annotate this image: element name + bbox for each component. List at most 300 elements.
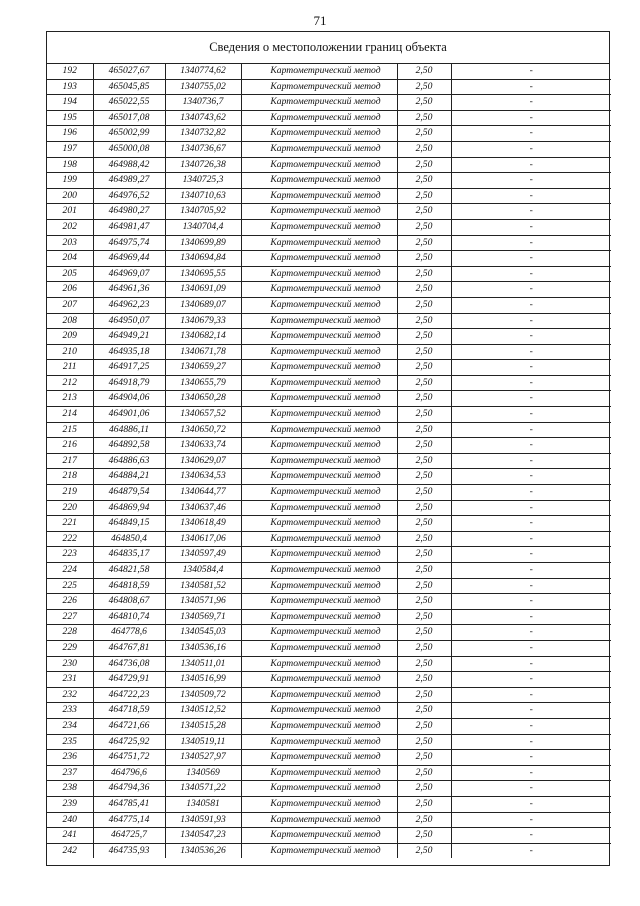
y-coordinate-cell: 1340689,07 [165,297,241,313]
accuracy-cell: 2,50 [397,687,451,703]
method-cell: Картометрический метод [241,375,397,391]
y-coordinate-cell: 1340516,99 [165,672,241,688]
x-coordinate-cell: 464950,07 [93,313,165,329]
x-coordinate-cell: 464778,6 [93,625,165,641]
method-cell: Картометрический метод [241,687,397,703]
accuracy-cell: 2,50 [397,469,451,485]
note-cell: - [451,703,611,719]
y-coordinate-cell: 1340736,7 [165,95,241,111]
accuracy-cell: 2,50 [397,407,451,423]
accuracy-cell: 2,50 [397,672,451,688]
y-coordinate-cell: 1340679,33 [165,313,241,329]
accuracy-cell: 2,50 [397,282,451,298]
accuracy-cell: 2,50 [397,235,451,251]
note-cell: - [451,297,611,313]
point-number-cell: 201 [47,204,93,220]
x-coordinate-cell: 464767,81 [93,640,165,656]
note-cell: - [451,563,611,579]
y-coordinate-cell: 1340569 [165,765,241,781]
note-cell: - [451,173,611,189]
table-row [47,297,611,313]
point-number-cell: 202 [47,219,93,235]
accuracy-cell: 2,50 [397,594,451,610]
table-row [47,485,611,501]
point-number-cell: 228 [47,625,93,641]
note-cell: - [451,516,611,532]
x-coordinate-cell: 464722,23 [93,687,165,703]
table-row [47,126,611,142]
y-coordinate-cell: 1340571,22 [165,781,241,797]
note-cell: - [451,344,611,360]
method-cell: Картометрический метод [241,672,397,688]
table-row [47,469,611,485]
point-number-cell: 235 [47,734,93,750]
note-cell: - [451,765,611,781]
accuracy-cell: 2,50 [397,188,451,204]
method-cell: Картометрический метод [241,79,397,95]
accuracy-cell: 2,50 [397,640,451,656]
table-row [47,453,611,469]
y-coordinate-cell: 1340515,28 [165,718,241,734]
table-row [47,204,611,220]
x-coordinate-cell: 464884,21 [93,469,165,485]
method-cell: Картометрический метод [241,843,397,858]
y-coordinate-cell: 1340545,03 [165,625,241,641]
point-number-cell: 225 [47,578,93,594]
method-cell: Картометрический метод [241,422,397,438]
table-row [47,843,611,858]
note-cell: - [451,95,611,111]
y-coordinate-cell: 1340694,84 [165,251,241,267]
x-coordinate-cell: 464725,92 [93,734,165,750]
table-row [47,672,611,688]
table-row [47,219,611,235]
table-row [47,141,611,157]
y-coordinate-cell: 1340659,27 [165,360,241,376]
point-number-cell: 237 [47,765,93,781]
x-coordinate-cell: 464904,06 [93,391,165,407]
note-cell: - [451,687,611,703]
table-row [47,625,611,641]
note-cell: - [451,718,611,734]
x-coordinate-cell: 464917,25 [93,360,165,376]
table-row [47,64,611,79]
y-coordinate-cell: 1340650,28 [165,391,241,407]
method-cell: Картометрический метод [241,235,397,251]
note-cell: - [451,235,611,251]
point-number-cell: 205 [47,266,93,282]
x-coordinate-cell: 464969,07 [93,266,165,282]
point-number-cell: 230 [47,656,93,672]
note-cell: - [451,219,611,235]
x-coordinate-cell: 465027,67 [93,64,165,79]
x-coordinate-cell: 464949,21 [93,329,165,345]
x-coordinate-cell: 464735,93 [93,843,165,858]
method-cell: Картометрический метод [241,656,397,672]
point-number-cell: 219 [47,485,93,501]
method-cell: Картометрический метод [241,329,397,345]
method-cell: Картометрический метод [241,500,397,516]
y-coordinate-cell: 1340657,52 [165,407,241,423]
method-cell: Картометрический метод [241,469,397,485]
accuracy-cell: 2,50 [397,843,451,858]
x-coordinate-cell: 464962,23 [93,297,165,313]
x-coordinate-cell: 464886,11 [93,422,165,438]
method-cell: Картометрический метод [241,126,397,142]
y-coordinate-cell: 1340671,78 [165,344,241,360]
method-cell: Картометрический метод [241,781,397,797]
note-cell: - [451,796,611,812]
table-row [47,329,611,345]
point-number-cell: 211 [47,360,93,376]
accuracy-cell: 2,50 [397,718,451,734]
point-number-cell: 236 [47,750,93,766]
y-coordinate-cell: 1340569,71 [165,609,241,625]
y-coordinate-cell: 1340682,14 [165,329,241,345]
x-coordinate-cell: 464775,14 [93,812,165,828]
method-cell: Картометрический метод [241,204,397,220]
method-cell: Картометрический метод [241,578,397,594]
y-coordinate-cell: 1340634,53 [165,469,241,485]
point-number-cell: 198 [47,157,93,173]
note-cell: - [451,640,611,656]
y-coordinate-cell: 1340511,01 [165,656,241,672]
accuracy-cell: 2,50 [397,750,451,766]
accuracy-cell: 2,50 [397,391,451,407]
point-number-cell: 231 [47,672,93,688]
method-cell: Картометрический метод [241,609,397,625]
table-row [47,765,611,781]
table-row [47,110,611,126]
table-row [47,563,611,579]
x-coordinate-cell: 464969,44 [93,251,165,267]
note-cell: - [451,391,611,407]
table-row [47,516,611,532]
method-cell: Картометрический метод [241,516,397,532]
x-coordinate-cell: 464810,74 [93,609,165,625]
method-cell: Картометрический метод [241,344,397,360]
note-cell: - [451,500,611,516]
x-coordinate-cell: 464892,58 [93,438,165,454]
point-number-cell: 212 [47,375,93,391]
point-number-cell: 223 [47,547,93,563]
x-coordinate-cell: 464869,94 [93,500,165,516]
accuracy-cell: 2,50 [397,656,451,672]
y-coordinate-cell: 1340705,92 [165,204,241,220]
point-number-cell: 217 [47,453,93,469]
x-coordinate-cell: 464901,06 [93,407,165,423]
table-row [47,79,611,95]
table-row [47,360,611,376]
table-row [47,375,611,391]
y-coordinate-cell: 1340774,62 [165,64,241,79]
accuracy-cell: 2,50 [397,781,451,797]
x-coordinate-cell: 464785,41 [93,796,165,812]
y-coordinate-cell: 1340581 [165,796,241,812]
accuracy-cell: 2,50 [397,500,451,516]
accuracy-cell: 2,50 [397,422,451,438]
note-cell: - [451,453,611,469]
y-coordinate-cell: 1340591,93 [165,812,241,828]
note-cell: - [529,844,533,856]
accuracy-cell: 2,50 [397,95,451,111]
x-coordinate-cell: 464961,36 [93,282,165,298]
accuracy-cell: 2,50 [397,609,451,625]
method-cell: Картометрический метод [241,796,397,812]
note-cell: - [451,157,611,173]
accuracy-cell: 2,50 [397,453,451,469]
x-coordinate-cell: 464850,4 [93,531,165,547]
accuracy-cell: 2,50 [397,812,451,828]
point-number-cell: 208 [47,313,93,329]
table-row [47,734,611,750]
table-row [47,344,611,360]
accuracy-cell: 2,50 [397,266,451,282]
accuracy-cell: 2,50 [397,360,451,376]
point-number-cell: 214 [47,407,93,423]
x-coordinate-cell: 464989,27 [93,173,165,189]
table-row [47,173,611,189]
method-cell: Картометрический метод [241,625,397,641]
table-row [47,750,611,766]
note-cell: - [451,375,611,391]
table-row [47,251,611,267]
point-number-cell: 222 [47,531,93,547]
x-coordinate-cell: 464818,59 [93,578,165,594]
boundary-table-frame [46,31,610,866]
point-number-cell: 232 [47,687,93,703]
table-row [47,391,611,407]
y-coordinate-cell: 1340743,62 [165,110,241,126]
section-title: Сведения о местоположении границ объекта [47,32,609,64]
method-cell: Картометрический метод [241,594,397,610]
table-row [47,578,611,594]
accuracy-cell: 2,50 [397,204,451,220]
accuracy-cell: 2,50 [397,438,451,454]
table-row [47,500,611,516]
point-number-cell: 200 [47,188,93,204]
accuracy-cell: 2,50 [397,251,451,267]
x-coordinate-cell: 464849,15 [93,516,165,532]
table-row [47,407,611,423]
coordinates-table [47,64,611,858]
method-cell: Картометрический метод [241,453,397,469]
note-cell: - [451,656,611,672]
method-cell: Картометрический метод [241,282,397,298]
note-cell: - [451,750,611,766]
accuracy-cell: 2,50 [397,578,451,594]
note-cell: - [451,812,611,828]
y-coordinate-cell: 1340710,63 [165,188,241,204]
y-coordinate-cell: 1340519,11 [165,734,241,750]
method-cell: Картометрический метод [241,251,397,267]
x-coordinate-cell: 464879,54 [93,485,165,501]
x-coordinate-cell: 464736,08 [93,656,165,672]
point-number-cell: 234 [47,718,93,734]
y-coordinate-cell: 1340732,82 [165,126,241,142]
y-coordinate-cell: 1340581,52 [165,578,241,594]
accuracy-cell: 2,50 [397,531,451,547]
point-number-cell: 195 [47,110,93,126]
note-cell: - [451,781,611,797]
table-row [47,828,611,844]
point-number-cell: 240 [47,812,93,828]
table-row [47,313,611,329]
accuracy-cell: 2,50 [397,173,451,189]
table-row [47,781,611,797]
table-row [47,531,611,547]
x-coordinate-cell: 464886,63 [93,453,165,469]
page-number: 71 [313,13,327,28]
accuracy-cell: 2,50 [397,828,451,844]
accuracy-cell: 2,50 [397,547,451,563]
y-coordinate-cell: 1340699,89 [165,235,241,251]
accuracy-cell: 2,50 [397,563,451,579]
x-coordinate-cell: 464725,7 [93,828,165,844]
point-number-cell: 242 [47,843,93,858]
note-cell: - [451,64,611,79]
y-coordinate-cell: 1340633,74 [165,438,241,454]
table-row [47,718,611,734]
table-row [47,640,611,656]
x-coordinate-cell: 464729,91 [93,672,165,688]
point-number-cell: 238 [47,781,93,797]
note-cell: - [451,188,611,204]
x-coordinate-cell: 464918,79 [93,375,165,391]
point-number-cell: 227 [47,609,93,625]
x-coordinate-cell: 464794,36 [93,781,165,797]
note-cell: - [451,625,611,641]
x-coordinate-cell: 464751,72 [93,750,165,766]
point-number-cell: 204 [47,251,93,267]
table-row [47,438,611,454]
note-cell: - [451,360,611,376]
method-cell: Картометрический метод [241,95,397,111]
table-row [47,282,611,298]
coordinates-table-body [47,64,611,858]
y-coordinate-cell: 1340536,16 [165,640,241,656]
y-coordinate-cell: 1340536,26 [165,843,241,858]
y-coordinate-cell: 1340704,4 [165,219,241,235]
note-cell: - [451,407,611,423]
point-number-cell: 220 [47,500,93,516]
accuracy-cell: 2,50 [397,79,451,95]
method-cell: Картометрический метод [241,297,397,313]
y-coordinate-cell: 1340755,02 [165,79,241,95]
note-cell: - [451,313,611,329]
note-cell: - [451,672,611,688]
y-coordinate-cell: 1340527,97 [165,750,241,766]
note-cell: - [451,329,611,345]
note-cell: - [451,578,611,594]
point-number-cell: 210 [47,344,93,360]
y-coordinate-cell: 1340571,96 [165,594,241,610]
method-cell: Картометрический метод [241,407,397,423]
note-cell: - [451,531,611,547]
point-number-cell: 193 [47,79,93,95]
table-row [47,235,611,251]
method-cell: Картометрический метод [241,391,397,407]
method-cell: Картометрический метод [241,173,397,189]
y-coordinate-cell: 1340597,49 [165,547,241,563]
table-row [47,703,611,719]
method-cell: Картометрический метод [241,64,397,79]
x-coordinate-cell: 464980,27 [93,204,165,220]
note-cell: - [451,734,611,750]
y-coordinate-cell: 1340725,3 [165,173,241,189]
table-row [47,188,611,204]
table-row [47,594,611,610]
accuracy-cell: 2,50 [397,313,451,329]
point-number-cell: 239 [47,796,93,812]
note-cell: - [451,79,611,95]
x-coordinate-cell: 465002,99 [93,126,165,142]
table-row [47,95,611,111]
y-coordinate-cell: 1340726,38 [165,157,241,173]
y-coordinate-cell: 1340736,67 [165,141,241,157]
method-cell: Картометрический метод [241,188,397,204]
table-row [47,422,611,438]
table-row [47,157,611,173]
x-coordinate-cell: 464935,18 [93,344,165,360]
y-coordinate-cell: 1340650,72 [165,422,241,438]
method-cell: Картометрический метод [241,157,397,173]
accuracy-cell: 2,50 [397,157,451,173]
note-cell: - [451,594,611,610]
method-cell: Картометрический метод [241,640,397,656]
note-cell: - [451,609,611,625]
note-cell: - [451,422,611,438]
accuracy-cell: 2,50 [397,297,451,313]
table-row [47,687,611,703]
x-coordinate-cell: 465022,55 [93,95,165,111]
accuracy-cell: 2,50 [397,625,451,641]
x-coordinate-cell: 465017,08 [93,110,165,126]
accuracy-cell: 2,50 [397,110,451,126]
point-number-cell: 216 [47,438,93,454]
x-coordinate-cell: 465045,85 [93,79,165,95]
method-cell: Картометрический метод [241,812,397,828]
accuracy-cell: 2,50 [397,485,451,501]
note-cell: - [451,469,611,485]
method-cell: Картометрический метод [241,219,397,235]
accuracy-cell: 2,50 [397,126,451,142]
method-cell: Картометрический метод [241,563,397,579]
table-row [47,609,611,625]
x-coordinate-cell: 464981,47 [93,219,165,235]
method-cell: Картометрический метод [241,547,397,563]
method-cell: Картометрический метод [241,765,397,781]
point-number-cell: 218 [47,469,93,485]
note-cell: - [451,251,611,267]
note-cell: - [451,266,611,282]
table-row [47,547,611,563]
point-number-cell: 199 [47,173,93,189]
accuracy-cell: 2,50 [397,329,451,345]
method-cell: Картометрический метод [241,110,397,126]
note-cell: - [451,110,611,126]
method-cell: Картометрический метод [241,438,397,454]
accuracy-cell: 2,50 [397,796,451,812]
note-cell: - [451,485,611,501]
y-coordinate-cell: 1340547,23 [165,828,241,844]
accuracy-cell: 2,50 [397,516,451,532]
y-coordinate-cell: 1340644,77 [165,485,241,501]
y-coordinate-cell: 1340691,09 [165,282,241,298]
note-cell: - [451,282,611,298]
method-cell: Картометрический метод [241,828,397,844]
accuracy-cell: 2,50 [397,734,451,750]
